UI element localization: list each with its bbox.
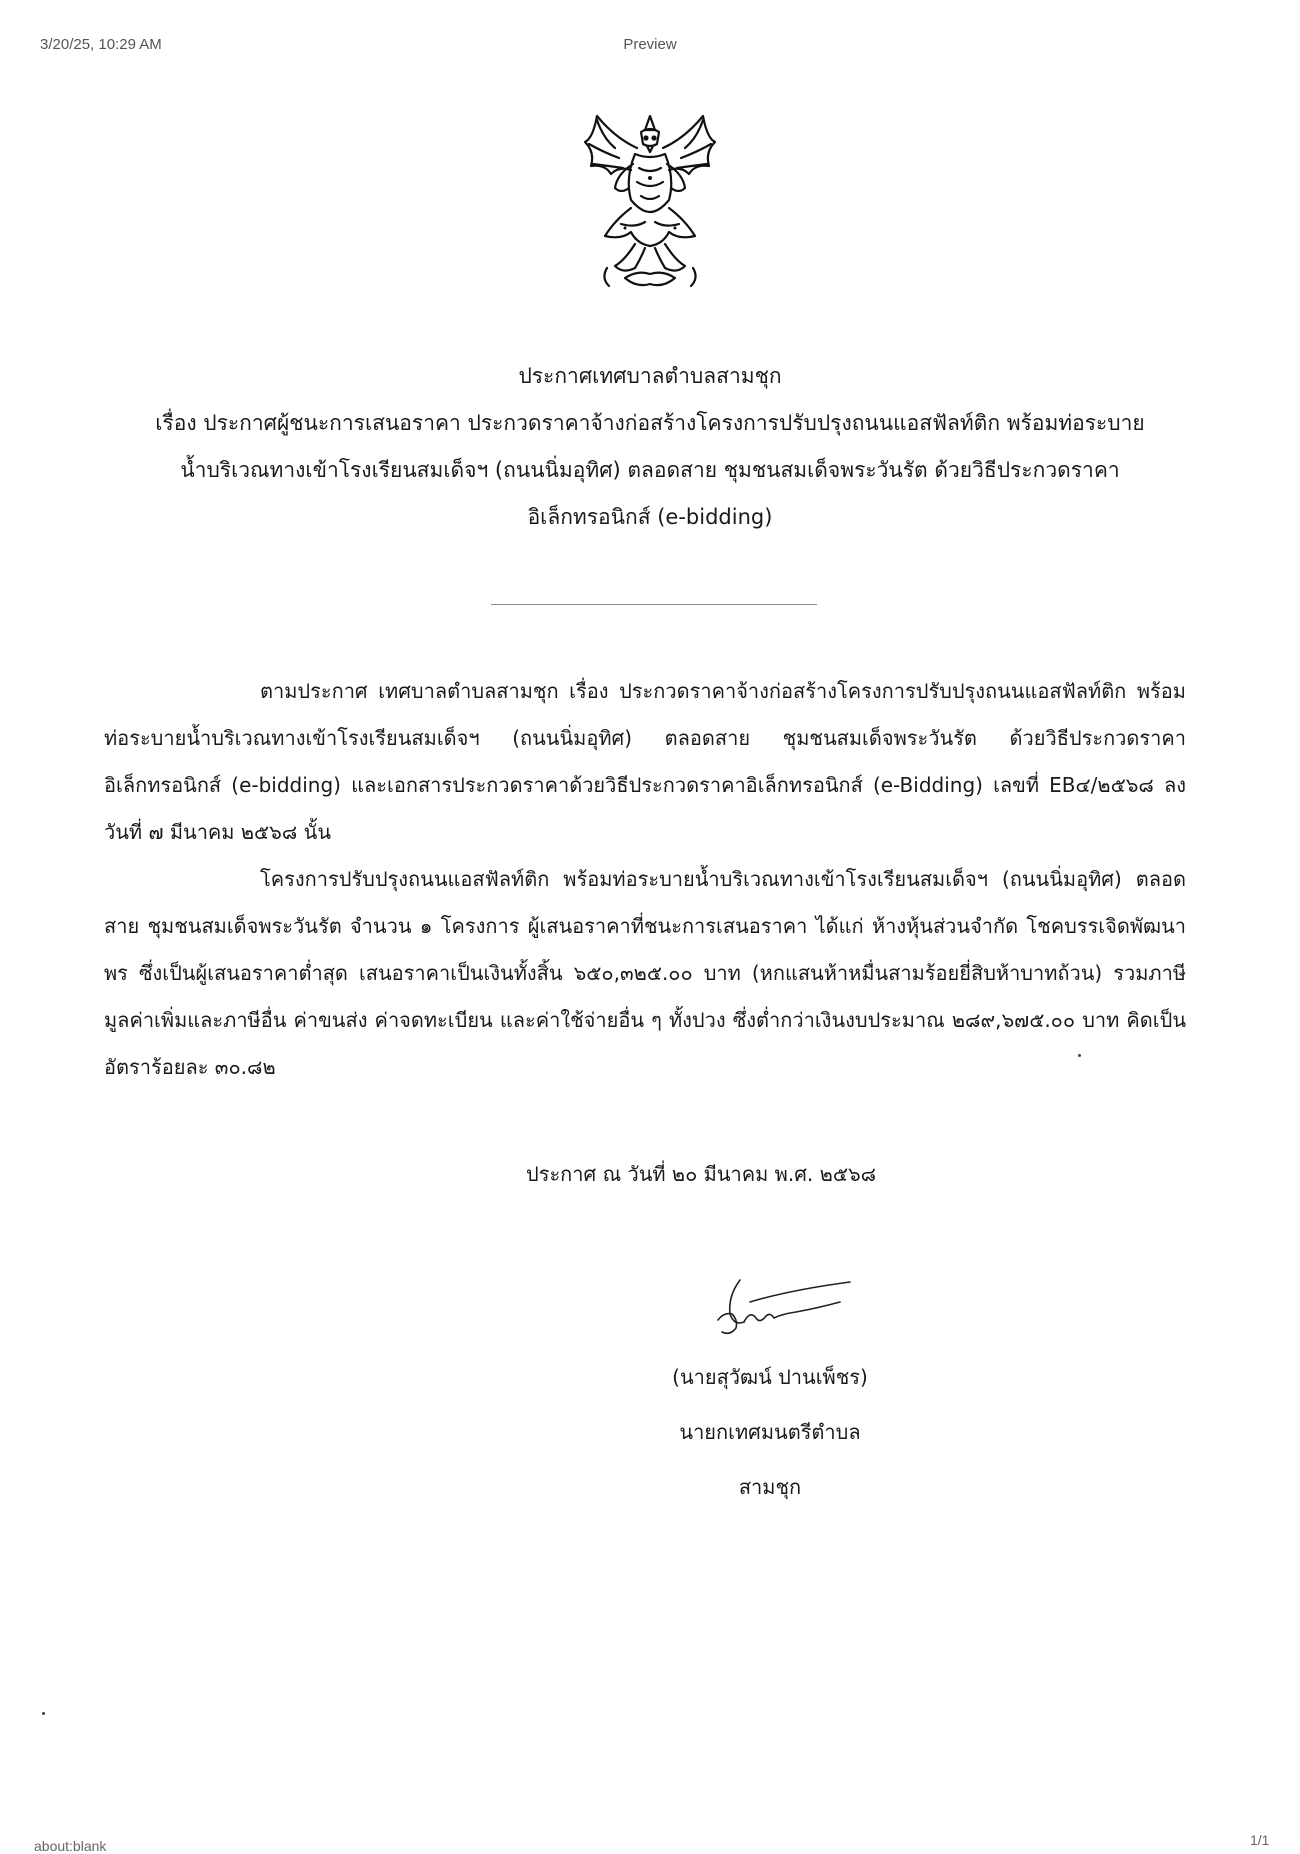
print-footer-page: 1/1 [1250,1832,1270,1848]
body-paragraph-2: โครงการปรับปรุงถนนแอสฟัลท์ติก พร้อมท่อระบายน้ำบริเวณทางเข้าโรงเรียนสมเด็จฯ (ถนนนิ่มอุทิศ) ตลอดสาย ชุมชนสมเด็จพระวันรัต จำนวน ๑ โครงการ ผู้เสนอราคาที่ชนะการเสนอราคา ได้แก่ ห้างหุ้นส่วนจำกัด โชคบรรเจิดพัฒนาพร ซึ่งเป็นผู้เสนอราคาต่ำสุด เสนอราคาเป็นเงินทั้งสิ้น ๖๕๐,๓๒๕.๐๐ บาท (หกแสนห้าหมื่นสามร้อยยี่สิบห้าบาทถ้วน) รวมภาษีมูลค่าเพิ่มและภาษีอื่น ค่าขนส่ง ค่าจดทะเบียน และค่าใช้จ่ายอื่น ๆ ทั้งปวง ซึ่งต่ำกว่าเงินงบประมาณ ๒๘๙,๖๗๕.๐๐ บาท คิดเป็นอัตราร้อยละ ๓๐.๘๒ [104,867,1186,1079]
scan-speck [42,1712,45,1715]
print-footer-url: about:blank [34,1838,107,1854]
browser-print-header [40,36,1260,56]
handwritten-signature-icon [700,1262,860,1342]
scan-speck [1078,1054,1081,1057]
title-line-2: เรื่อง ประกาศผู้ชนะการเสนอราคา ประกวดราคาจ้างก่อสร้างโครงการปรับปรุงถนนแอสฟัลท์ติก พร้อมท่อระบาย [155,411,1145,435]
signer-block [650,1350,890,1515]
title-line-1: ประกาศเทศบาลตำบลสามชุก [518,364,782,388]
print-title: Preview [623,36,677,53]
signer-name: (นายสุวัฒน์ ปานเพ็ชร) [672,1365,868,1389]
signer-position: นายกเทศมนตรีตำบลสามชุก [679,1420,861,1499]
announcement-date: ประกาศ ณ วันที่ ๒๐ มีนาคม พ.ศ. ๒๕๖๘ [526,1162,877,1186]
announcement-title [60,353,1240,541]
title-line-4: อิเล็กทรอนิกส์ (e-bidding) [527,505,773,529]
print-timestamp: 3/20/25, 10:29 AM [40,36,162,53]
title-line-3: น้ำบริเวณทางเข้าโรงเรียนสมเด็จฯ (ถนนนิ่มอุทิศ) ตลอดสาย ชุมชนสมเด็จพระวันรัต ด้วยวิธีประกวดราคา [180,458,1120,482]
announcement-body [104,668,1186,1091]
garuda-emblem-icon [565,108,735,298]
title-divider [491,604,817,605]
body-paragraph-1: ตามประกาศ เทศบาลตำบลสามชุก เรื่อง ประกวดราคาจ้างก่อสร้างโครงการปรับปรุงถนนแอสฟัลท์ติก พร้อมท่อระบายน้ำบริเวณทางเข้าโรงเรียนสมเด็จฯ (ถนนนิ่มอุทิศ) ตลอดสาย ชุมชนสมเด็จพระวันรัต ด้วยวิธีประกวดราคาอิเล็กทรอนิกส์ (e-bidding) และเอกสารประกวดราคาด้วยวิธีประกวดราคาอิเล็กทรอนิกส์ (e-Bidding) เลขที่ EB๔/๒๕๖๘ ลงวันที่ ๗ มีนาคม ๒๕๖๘ นั้น [104,679,1186,844]
